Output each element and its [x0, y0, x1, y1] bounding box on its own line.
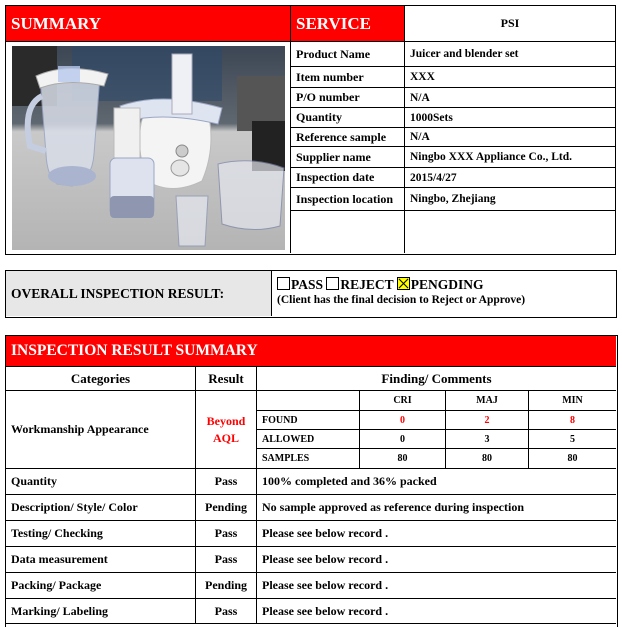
comment-packing-package: Please see below record .: [256, 572, 616, 598]
info-value-quantity: 1000Sets: [405, 107, 615, 127]
comment-data-measurement: Please see below record .: [256, 546, 616, 572]
service-label: SERVICE: [290, 6, 404, 41]
info-label-inspection-location: Inspection location: [291, 187, 404, 210]
info-label-product-name: Product Name: [296, 46, 371, 61]
result-packing-package: Pending: [195, 572, 256, 598]
service-value: PSI: [404, 6, 615, 41]
pass-option[interactable]: [277, 277, 323, 292]
aql-allowed-min: 5: [528, 429, 616, 448]
comment-description-style-color: No sample approved as reference during inspection: [256, 494, 616, 520]
comment-marking-labeling: Please see below record .: [256, 598, 616, 624]
aql-found-cri: 0: [359, 410, 445, 429]
category-data-measurement: Data measurement: [6, 546, 195, 572]
pass-checkbox[interactable]: [277, 277, 290, 290]
product-photo: [12, 46, 285, 250]
aql-samples-cri: 80: [359, 448, 445, 468]
aql-found-min: 8: [528, 410, 616, 429]
aql-label-found: FOUND: [256, 410, 359, 429]
comment-quantity: 100% completed and 36% packed: [256, 468, 616, 494]
overall-result-box: [5, 270, 617, 318]
info-value-supplier-name: Ningbo XXX Appliance Co., Ltd.: [405, 146, 615, 167]
aql-label-allowed: ALLOWED: [256, 429, 359, 448]
result-quantity: Pass: [195, 468, 256, 494]
category-marking-labeling: Marking/ Labeling: [6, 598, 195, 624]
aql-samples-maj: 80: [445, 448, 528, 468]
summary-table: [5, 5, 616, 255]
inspection-result-summary-table: [5, 335, 618, 627]
result-line-1: Beyond: [206, 413, 246, 428]
info-value-inspection-location: Ningbo, Zhejiang: [405, 187, 615, 210]
info-label-quantity: Quantity: [291, 107, 404, 127]
pass-label: PASS: [291, 277, 324, 292]
reject-label: REJECT: [340, 277, 394, 292]
overall-result-options: [271, 271, 615, 316]
aql-found-maj: 2: [445, 410, 528, 429]
overall-result-note: (Client has the final decision to Reject or Approve): [277, 294, 526, 306]
info-label-reference-sample: Reference sample: [291, 127, 404, 146]
info-value-po-number: N/A: [405, 87, 615, 107]
info-label-po-number: P/O number: [291, 87, 404, 107]
info-value-empty: [405, 210, 615, 253]
pending-checkbox-checked[interactable]: [397, 277, 410, 290]
info-value-product-name: Juicer and blender set: [410, 48, 519, 60]
info-value-inspection-date: 2015/4/27: [405, 167, 615, 187]
result-description-style-color: Pending: [195, 494, 256, 520]
aql-header-min: MIN: [528, 390, 616, 410]
reject-option[interactable]: [326, 277, 393, 292]
aql-samples-min: 80: [528, 448, 616, 468]
aql-header-maj: MAJ: [445, 390, 528, 410]
summary-header: SUMMARY: [6, 6, 290, 41]
aql-allowed-maj: 3: [445, 429, 528, 448]
juicer-blender-image: [12, 46, 285, 250]
category-quantity: Quantity: [6, 468, 195, 494]
pending-option[interactable]: [397, 277, 484, 292]
category-description-style-color: Description/ Style/ Color: [6, 494, 195, 520]
info-label-supplier-name: Supplier name: [291, 146, 404, 167]
category-testing-checking: Testing/ Checking: [6, 520, 195, 546]
column-header-categories: Categories: [6, 366, 195, 390]
aql-corner-cell: [256, 390, 359, 410]
inspection-summary-title: INSPECTION RESULT SUMMARY: [6, 336, 616, 366]
info-value-reference-sample: N/A: [405, 127, 615, 146]
info-label-inspection-date: Inspection date: [291, 167, 404, 187]
info-label-empty: [291, 210, 404, 253]
result-marking-labeling: Pass: [195, 598, 256, 624]
column-header-findings: Finding/ Comments: [256, 366, 616, 390]
aql-allowed-cri: 0: [359, 429, 445, 448]
reject-checkbox[interactable]: [326, 277, 339, 290]
info-value-item-number: XXX: [405, 66, 615, 87]
info-label-item-number: Item number: [291, 66, 404, 87]
result-checkbox-row: [277, 277, 615, 293]
result-testing-checking: Pass: [195, 520, 256, 546]
category-workmanship-appearance: Workmanship Appearance: [6, 390, 195, 468]
result-beyond-aql: [195, 390, 256, 468]
aql-header-cri: CRI: [359, 390, 445, 410]
overall-result-label: OVERALL INSPECTION RESULT:: [6, 271, 271, 316]
result-data-measurement: Pass: [195, 546, 256, 572]
pending-label: PENGDING: [410, 277, 484, 292]
column-header-result: Result: [195, 366, 256, 390]
result-line-2: AQL: [212, 430, 239, 445]
category-packing-package: Packing/ Package: [6, 572, 195, 598]
aql-label-samples: SAMPLES: [256, 448, 359, 468]
comment-testing-checking: Please see below record .: [256, 520, 616, 546]
